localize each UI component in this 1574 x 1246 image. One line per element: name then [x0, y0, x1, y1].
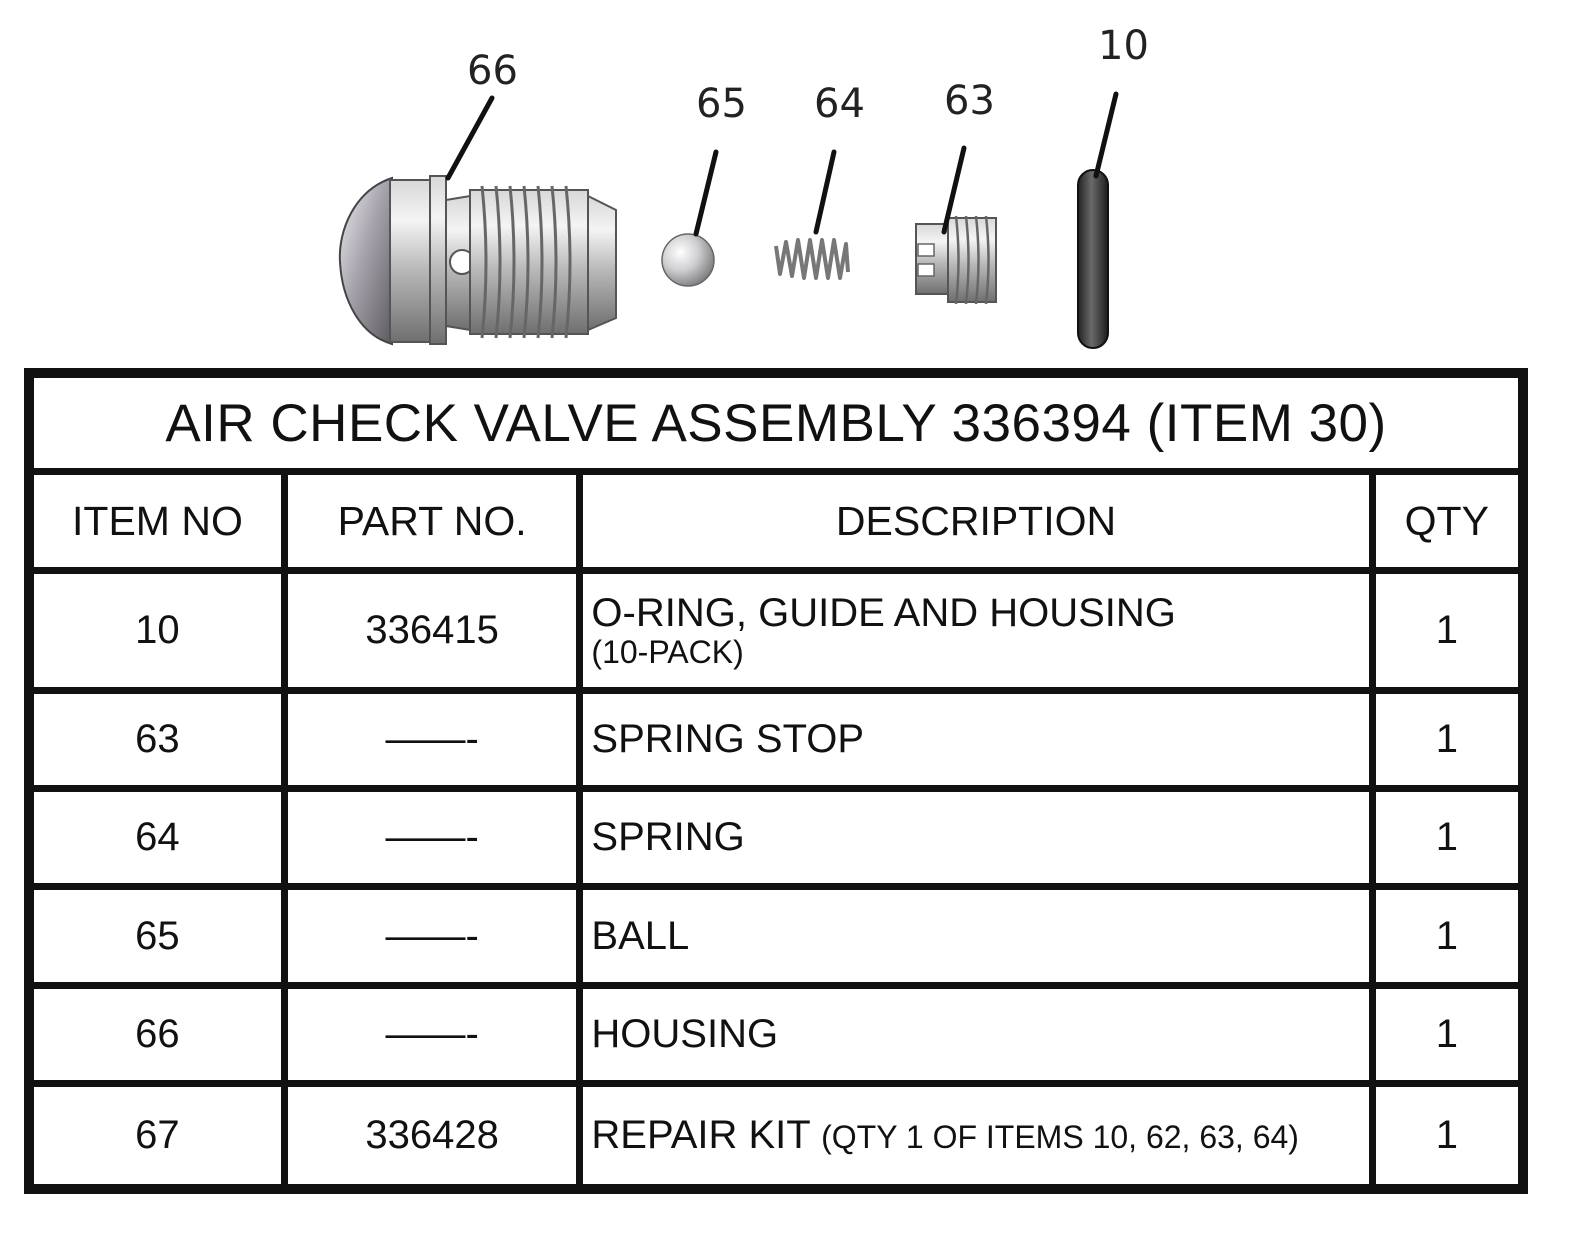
description-extra: (QTY 1 OF ITEMS 10, 62, 63, 64) [821, 1119, 1299, 1155]
part-no-cell: 336415 [284, 571, 580, 691]
callout-65: 65 [696, 81, 747, 127]
table-row [29, 887, 1523, 985]
description-text: REPAIR KIT [591, 1113, 810, 1157]
description-cell: SPRING STOP [580, 690, 1372, 788]
table-row [29, 571, 1523, 691]
qty-cell: 1 [1372, 788, 1523, 886]
header-description: DESCRIPTION [580, 472, 1372, 571]
description-cell: HOUSING [580, 985, 1372, 1083]
table-row [29, 788, 1523, 886]
item-no-cell: 67 [29, 1084, 284, 1189]
qty-cell: 1 [1372, 985, 1523, 1083]
table-title: AIR CHECK VALVE ASSEMBLY 336394 (ITEM 30) [29, 373, 1523, 472]
parts-list-table [24, 368, 1528, 1194]
spring-part [776, 240, 848, 278]
header-qty: QTY [1372, 472, 1523, 571]
qty-cell: 1 [1372, 887, 1523, 985]
description-cell [580, 1084, 1372, 1189]
header-part-no: PART NO. [284, 472, 580, 571]
item-no-cell: 64 [29, 788, 284, 886]
item-no-cell: 65 [29, 887, 284, 985]
item-no-cell: 10 [29, 571, 284, 691]
part-no-cell: 336428 [284, 1084, 580, 1189]
table-row [29, 985, 1523, 1083]
part-no-cell: ——- [284, 788, 580, 886]
qty-cell: 1 [1372, 571, 1523, 691]
housing-part [340, 176, 616, 344]
callout-10: 10 [1098, 23, 1149, 69]
qty-cell: 1 [1372, 690, 1523, 788]
table-header-row [29, 472, 1523, 571]
description-subtext: (10-PACK) [591, 634, 744, 671]
description-cell: BALL [580, 887, 1372, 985]
table-row [29, 690, 1523, 788]
parts-illustration [0, 0, 1574, 370]
description-cell: SPRING [580, 788, 1372, 886]
exploded-parts-view [0, 0, 1574, 370]
callout-63: 63 [944, 78, 995, 124]
header-item-no: ITEM NO [29, 472, 284, 571]
item-no-cell: 63 [29, 690, 284, 788]
part-no-cell: ——- [284, 887, 580, 985]
item-no-cell: 66 [29, 985, 284, 1083]
part-no-cell: ——- [284, 985, 580, 1083]
table-row [29, 1084, 1523, 1189]
callout-64: 64 [814, 81, 865, 127]
o-ring-part [1078, 170, 1108, 348]
part-no-cell: ——- [284, 690, 580, 788]
ball-part [662, 234, 714, 286]
callout-66: 66 [467, 48, 518, 94]
spring-stop-part [916, 216, 996, 304]
description-text: O-RING, GUIDE AND HOUSING [591, 591, 1176, 636]
description-cell [580, 571, 1372, 691]
qty-cell: 1 [1372, 1084, 1523, 1189]
